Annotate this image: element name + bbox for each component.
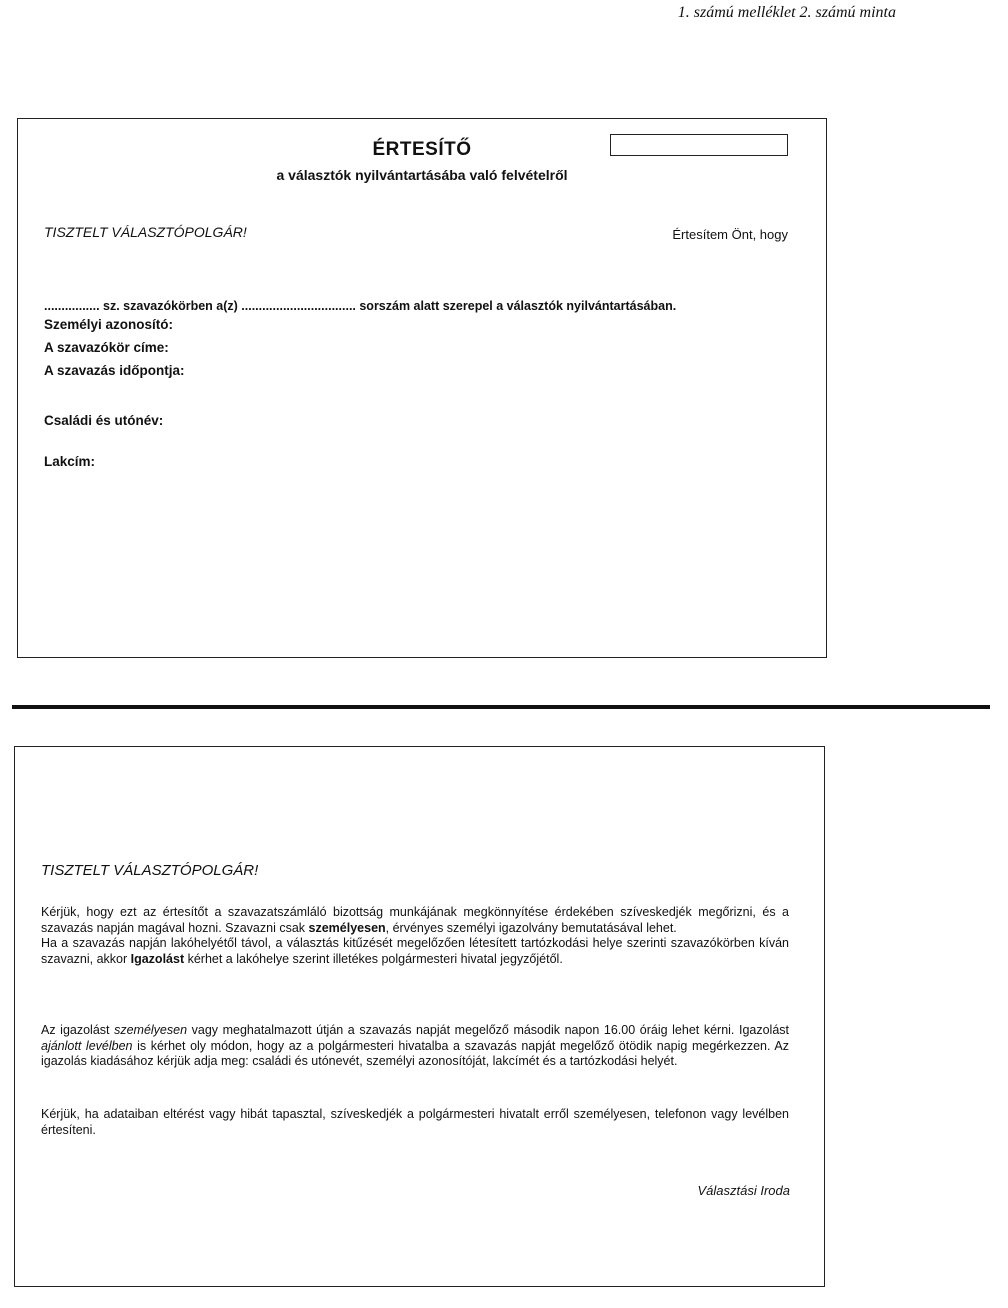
instructions-paragraph-1: Kérjük, hogy ezt az értesítőt a szavazatszámláló bizottság munkájának megkönnyítése érdekében szíveskedjék megőrizni, és a szavazás napján magával hozni. Szavazni csak személyesen, érvényes személyi igazolvány bemutatásával lehet. Ha a szavazás napján lakóhelyétől távol, a választás kitűzését megelőzően létesített tartózkodási helye szerinti szavazókörben kíván szavazni, akkor Igazolást kérhet a lakóhelye szerint illetékes polgármesteri hivatal jegyzőjétől. <box>41 905 789 966</box>
signature-office: Választási Iroda <box>697 1183 790 1198</box>
notification-subtitle: a választók nyilvántartásába való felvételről <box>276 167 568 183</box>
notify-text: Értesítem Önt, hogy <box>672 227 788 242</box>
instructions-paragraph-3: Kérjük, ha adataiban eltérést vagy hibát tapasztal, szíveskedjék a polgármesteri hivatalt erről személyesen, telefonon vagy levélben értesíteni. <box>41 1107 789 1137</box>
notification-card-top <box>17 118 827 658</box>
full-name-field: Családi és utónév: <box>44 413 164 428</box>
instructions-paragraph-2: Az igazolást személyesen vagy meghatalmazott útján a szavazás napját megelőző második napon 16.00 óráig lehet kérni. Igazolást ajánlott levélben is kérhet oly módon, hogy az a polgármesteri hivatalba a szavazás napját megelőző ötödik napig megérkezzen. Az igazolás kiadásához kérjük adja meg: családi és utónevét, személyi azonosítóját, lakcímét és a tartózkodási helyét. <box>41 1023 789 1068</box>
personal-id-field: Személyi azonosító: <box>44 317 174 332</box>
notification-title: ÉRTESÍTŐ <box>372 139 472 160</box>
district-address-field: A szavazókör címe: <box>44 340 169 355</box>
notification-card-bottom <box>14 746 825 1287</box>
salutation: TISZTELT VÁLASZTÓPOLGÁR! <box>41 862 259 879</box>
residence-field: Lakcím: <box>44 454 96 469</box>
voting-time-field: A szavazás időpontja: <box>44 363 185 378</box>
salutation: TISZTELT VÁLASZTÓPOLGÁR! <box>44 224 247 240</box>
reference-number-box <box>610 134 788 156</box>
header-reference: 1. számú melléklet 2. számú minta <box>677 4 896 21</box>
district-registration-line: ................ sz. szavazókörben a(z) ................................. sorszám alatt szerepel a választók nyilvántartásában. <box>44 299 677 313</box>
cut-line-divider <box>12 705 990 709</box>
